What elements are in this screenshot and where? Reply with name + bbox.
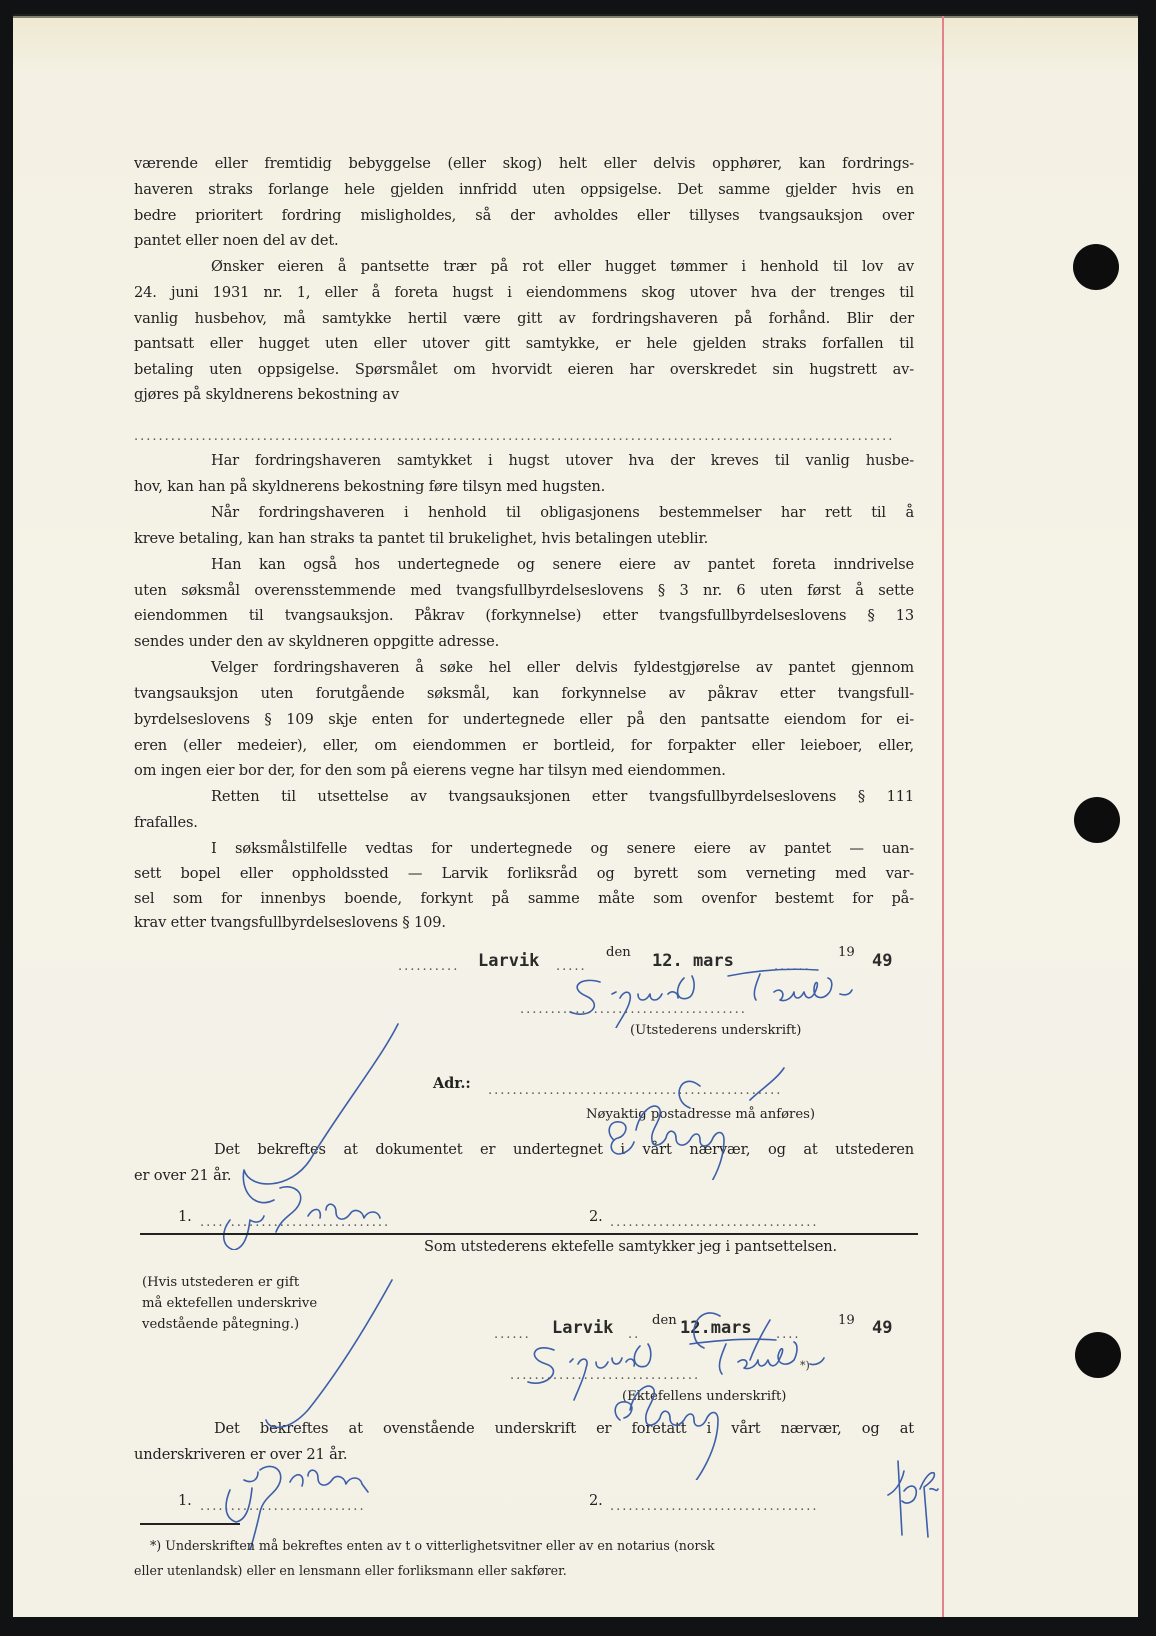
footnote-line: eller utenlandsk) eller en lensmann eller forliksmann eller sakfører. <box>134 1563 567 1578</box>
body-line: værende eller fremtidig bebyggelse (eller skog) helt eller delvis opphører, kan fordrings- <box>134 155 914 172</box>
body-line: Når fordringshaveren i henhold til obligasjonens bestemmelser har rett til å <box>211 504 914 521</box>
body-line: sett bopel eller oppholdssted — Larvik forliksråd og byrett som verneting med var- <box>134 865 914 882</box>
body-line: pantsatt eller hugget uten eller utover gitt samtykke, er hele gjelden straks forfallen til <box>134 335 914 352</box>
body-line: gjøres på skyldnerens bekostning av <box>134 386 399 403</box>
body-line: Retten til utsettelse av tvangsauksjonen etter tvangsfullbyrdelseslovens § 111 <box>211 788 914 805</box>
body-line: Han kan også hos undertegnede og senere eiere av pantet foreta inndrivelse <box>211 556 914 573</box>
body-line: om ingen eier bor der, for den som på eierens vegne har tilsyn med eiendommen. <box>134 762 726 779</box>
witness-1-signature <box>190 1270 440 1550</box>
witness-2-number: 2. <box>589 1492 603 1509</box>
body-line: bedre prioritert fordring misligholdes, så der avholdes eller tillyses tvangsauksjon over <box>134 207 914 224</box>
witness-confirmation-text: Det bekreftes at dokumentet er undertegnet i vårt nærvær, og at utstederen <box>214 1141 914 1158</box>
margin-initials <box>880 1455 940 1545</box>
dotted-fill: .......... <box>398 960 460 974</box>
address-caption: Nøyaktig postadresse må anføres) <box>586 1107 816 1122</box>
body-line: tvangsauksjon uten forutgående søksmål, kan forkynnelse av påkrav etter tvangsfull- <box>134 685 914 702</box>
place-field: Larvik <box>478 951 540 971</box>
red-margin-line <box>942 16 944 1617</box>
spouse-consent-text: Som utstederens ektefelle samtykker jeg i pantsettelsen. <box>424 1238 838 1255</box>
body-line: Ønsker eieren å pantsette trær på rot eller hugget tømmer i henhold til lov av <box>211 258 914 275</box>
footnote-divider <box>140 1523 240 1525</box>
spouse-signature-caption: (Ektefellens underskrift) <box>622 1389 787 1404</box>
witness-1-dotted-line: ............................... <box>200 1216 391 1230</box>
spouse-year-field: 49 <box>872 1318 893 1338</box>
den-label: den <box>606 945 631 960</box>
dotted-fill: ...... <box>494 1328 531 1342</box>
issuer-signature-caption: (Utstederens underskrift) <box>630 1023 802 1038</box>
dotted-fill: .... <box>776 1328 801 1342</box>
body-line: sendes under den av skyldneren oppgitte adresse. <box>134 633 500 650</box>
witness-2-number: 2. <box>589 1208 603 1225</box>
page-top-shadow <box>13 14 1138 18</box>
punch-hole-bottom <box>1075 1332 1121 1378</box>
witness-confirmation-text: Det bekreftes at ovenstående underskrift er foretatt i vårt nærvær, og at <box>214 1420 914 1437</box>
spouse-place-field: Larvik <box>552 1318 614 1338</box>
century-label: 19 <box>838 945 855 960</box>
signature-dotted-line: ..................................... <box>520 1003 747 1017</box>
witness-1-dotted-line: ........................... <box>200 1500 366 1514</box>
body-line: kreve betaling, kan han straks ta pantet til brukelighet, hvis betalingen uteblir. <box>134 530 709 547</box>
dotted-fill: ...... <box>774 960 811 974</box>
date-field: 12. mars <box>652 951 734 971</box>
dotted-fill: ..... <box>556 960 587 974</box>
dotted-fill: .. <box>628 1328 641 1342</box>
spouse-note-line: vedstående påtegning.) <box>142 1317 300 1332</box>
century-label: 19 <box>838 1313 855 1328</box>
footnote-line: *) Underskriften må bekreftes enten av t o vitterlighetsvitner eller av en notarius (norsk <box>150 1538 715 1553</box>
body-line: Velger fordringshaveren å søke hel eller delvis fyldestgjørelse av pantet gjennom <box>211 659 914 676</box>
witness-1-number: 1. <box>178 1208 192 1225</box>
body-line: vanlig husbehov, må samtykke hertil være gitt av fordringshaveren på forhånd. Blir der <box>134 310 914 327</box>
witness-2-signature <box>600 1060 840 1180</box>
body-line: haveren straks forlange hele gjelden innfridd uten oppsigelse. Det samme gjelder hvis en <box>134 181 914 198</box>
body-line: Har fordringshaveren samtykket i hugst utover hva der kreves til vanlig husbe- <box>211 452 914 469</box>
witness-1-number: 1. <box>178 1492 192 1509</box>
witness-1-signature <box>190 1020 440 1250</box>
dotted-fill-line: ............................................................................................................................ <box>134 430 895 444</box>
body-line: krav etter tvangsfullbyrdelseslovens § 109. <box>134 914 446 931</box>
witness-2-dotted-line: .................................. <box>610 1500 819 1514</box>
witness-2-signature <box>600 1300 840 1480</box>
witness-2-dotted-line: .................................. <box>610 1216 819 1230</box>
spouse-note-line: (Hvis utstederen er gift <box>142 1275 300 1290</box>
witness-confirmation-text: underskriveren er over 21 år. <box>134 1446 348 1463</box>
section-divider <box>140 1233 918 1235</box>
witness-confirmation-text: er over 21 år. <box>134 1167 232 1184</box>
body-line: hov, kan han på skyldnerens bekostning føre tilsyn med hugsten. <box>134 478 606 495</box>
punch-hole-middle <box>1074 797 1120 843</box>
body-line: I søksmålstilfelle vedtas for undertegnede og senere eiere av pantet — uan- <box>211 840 914 857</box>
spouse-note-line: må ektefellen underskrive <box>142 1296 318 1311</box>
body-line: uten søksmål overensstemmende med tvangsfullbyrdelseslovens § 3 nr. 6 uten først å sette <box>134 582 914 599</box>
body-line: frafalles. <box>134 814 198 831</box>
body-line: byrdelseslovens § 109 skje enten for undertegnede eller på den pantsatte eiendom for ei- <box>134 711 914 728</box>
punch-hole-top <box>1073 244 1119 290</box>
body-line: sel som for innenbys boende, forkynt på samme måte som ovenfor bestemt for på- <box>134 890 914 907</box>
address-dotted-line: ................................................ <box>488 1084 783 1098</box>
year-field: 49 <box>872 951 893 971</box>
body-line: pantet eller noen del av det. <box>134 232 339 249</box>
issuer-signature <box>560 968 880 1028</box>
den-label: den <box>652 1313 677 1328</box>
body-line: eiendommen til tvangsauksjon. Påkrav (forkynnelse) etter tvangsfullbyrdelseslovens § 13 <box>134 607 914 624</box>
address-label: Adr.: <box>433 1075 471 1092</box>
spouse-date-field: 12.mars <box>680 1318 752 1338</box>
footnote-asterisk: *) <box>800 1359 810 1372</box>
body-line: eren (eller medeier), eller, om eiendommen er bortleid, for forpakter eller leieboer, eller, <box>134 737 914 754</box>
spouse-signature-dotted-line: ............................... <box>510 1369 701 1383</box>
body-line: 24. juni 1931 nr. 1, eller å foreta hugst i eiendommens skog utover hva der trenges til <box>134 284 914 301</box>
body-line: betaling uten oppsigelse. Spørsmålet om hvorvidt eieren har overskredet sin hugstrett av- <box>134 361 914 378</box>
